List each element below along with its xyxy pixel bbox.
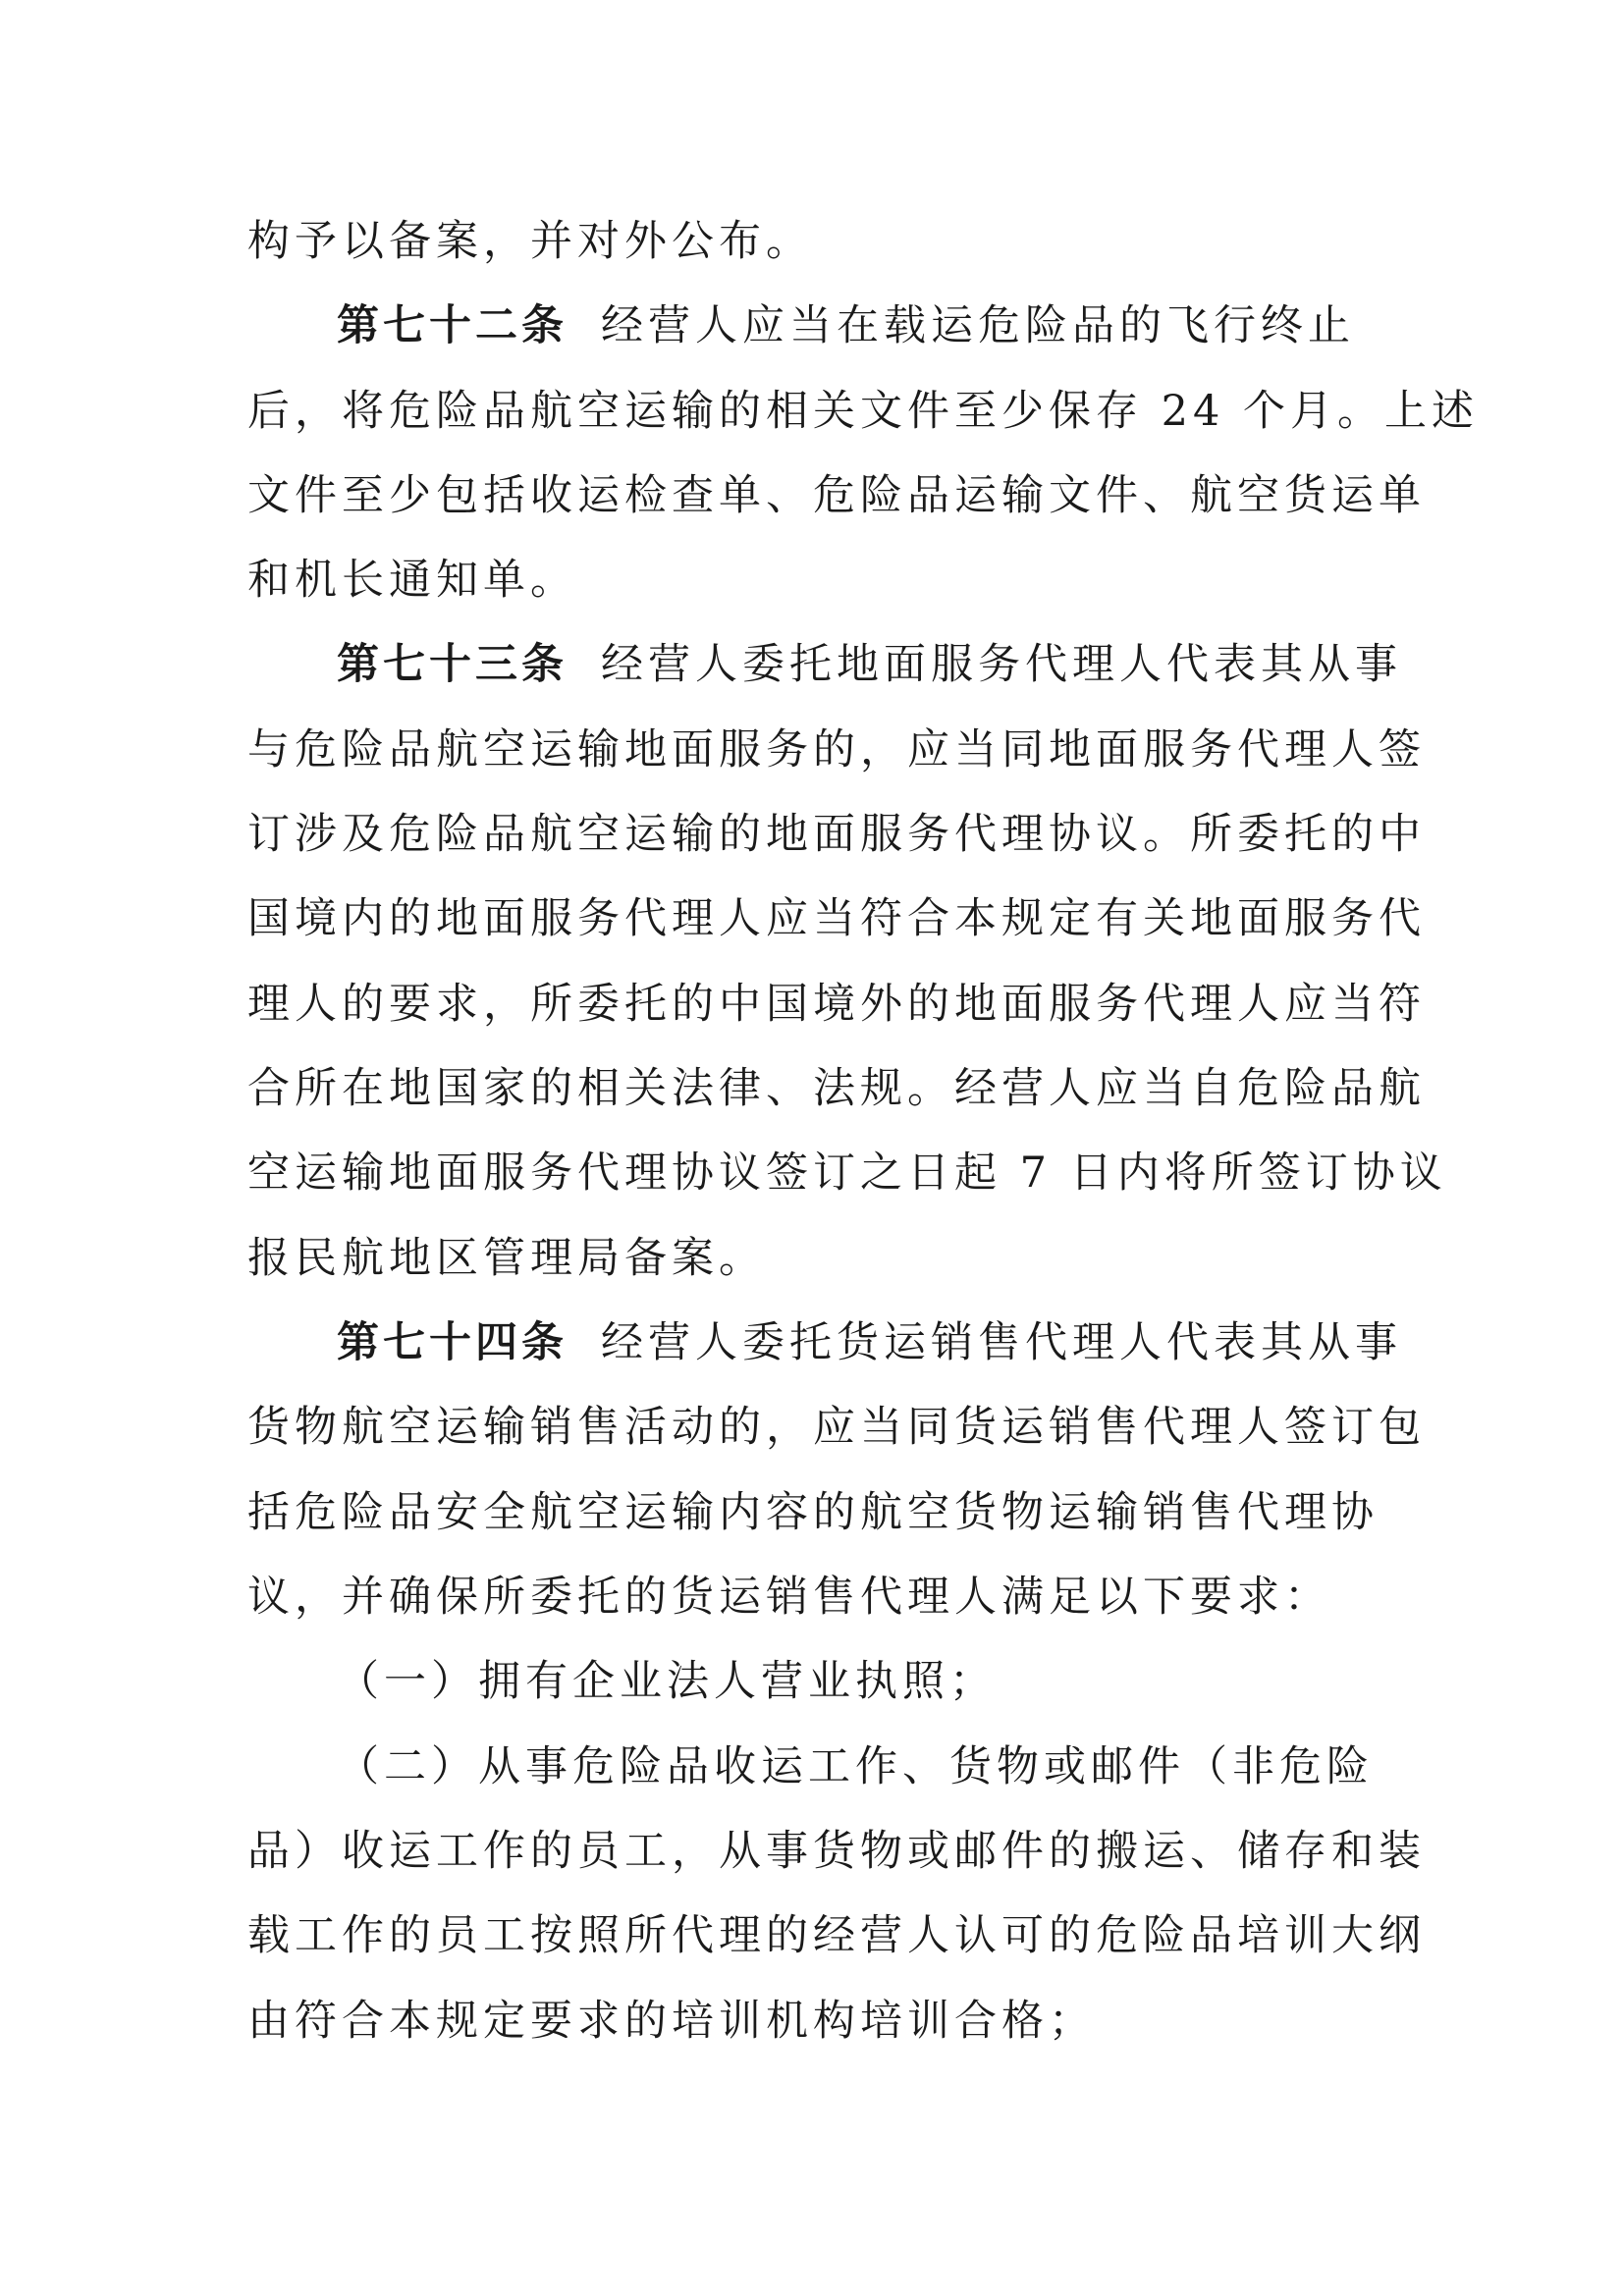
list-item: （二）从事危险品收运工作、货物或邮件（非危险 bbox=[337, 1742, 1374, 1791]
text-line: 议，并确保所委托的货运销售代理人满足以下要求： bbox=[247, 1573, 1331, 1622]
article-74-heading: 第七十四条 bbox=[337, 1318, 568, 1367]
text-line: 理人的要求，所委托的中国境外的地面服务代理人应当符 bbox=[247, 980, 1426, 1029]
text-line: 载工作的员工按照所代理的经营人认可的危险品培训大纲 bbox=[247, 1911, 1426, 1960]
article-72-text: 经营人应当在载运危险品的飞行终止 bbox=[601, 301, 1355, 350]
article-72-first-line bbox=[337, 296, 1355, 355]
text-line: 货物航空运输销售活动的，应当同货运销售代理人签订包 bbox=[247, 1403, 1426, 1452]
text-line: 合所在地国家的相关法律、法规。经营人应当自危险品航 bbox=[247, 1064, 1426, 1113]
text-line: 和机长通知单。 bbox=[247, 556, 577, 605]
text-line: 与危险品航空运输地面服务的，应当同地面服务代理人签 bbox=[247, 725, 1426, 774]
text-line: 括危险品安全航空运输内容的航空货物运输销售代理协 bbox=[247, 1488, 1379, 1537]
article-73-heading: 第七十三条 bbox=[337, 640, 568, 689]
article-73-first-line bbox=[337, 635, 1402, 694]
article-73-text: 经营人委托地面服务代理人代表其从事 bbox=[601, 640, 1402, 689]
list-item: （一）拥有企业法人营业执照； bbox=[337, 1657, 997, 1706]
article-74-text: 经营人委托货运销售代理人代表其从事 bbox=[601, 1318, 1402, 1367]
text-line: 报民航地区管理局备案。 bbox=[247, 1234, 766, 1283]
article-74-first-line bbox=[337, 1313, 1402, 1372]
text-line: 国境内的地面服务代理人应当符合本规定有关地面服务代 bbox=[247, 894, 1426, 943]
text-line: 由符合本规定要求的培训机构培训合格； bbox=[247, 1997, 1096, 2046]
text-line: 品）收运工作的员工，从事货物或邮件的搬运、储存和装 bbox=[247, 1827, 1426, 1876]
text-line: 空运输地面服务代理协议签订之日起 7 日内将所签订协议 bbox=[247, 1148, 1447, 1198]
text-line: 文件至少包括收运检查单、危险品运输文件、航空货运单 bbox=[247, 471, 1426, 520]
text-line: 后，将危险品航空运输的相关文件至少保存 24 个月。上述 bbox=[247, 387, 1480, 436]
text-line: 订涉及危险品航空运输的地面服务代理协议。所委托的中 bbox=[247, 810, 1426, 859]
text-line: 构予以备案，并对外公布。 bbox=[247, 217, 813, 266]
article-72-heading: 第七十二条 bbox=[337, 301, 568, 350]
